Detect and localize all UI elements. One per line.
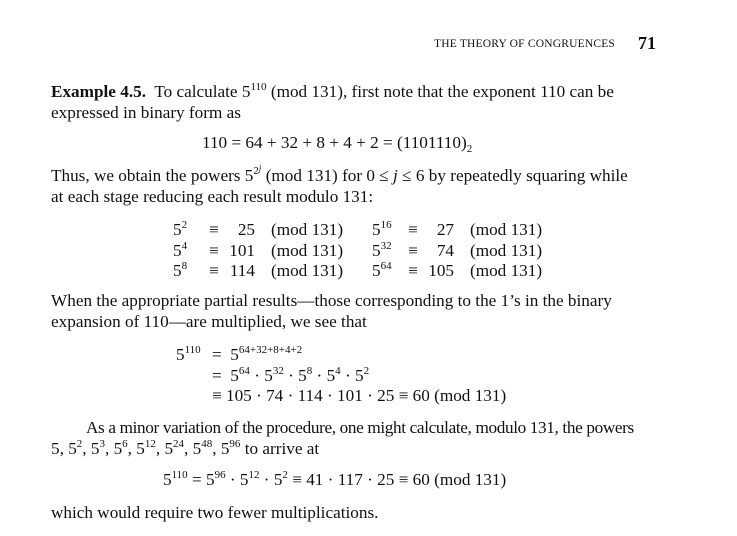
- comma: ,: [82, 439, 91, 458]
- power-term: [68, 439, 82, 458]
- power-term: [240, 470, 260, 489]
- closing-line: which would require two fewer multiplications.: [51, 503, 379, 522]
- power-base: 5: [372, 220, 381, 239]
- power-base: 5: [273, 470, 283, 489]
- congruence-sign: ≡: [408, 261, 418, 280]
- power-term: [173, 241, 209, 262]
- example-intro-line2: expressed in binary form as: [51, 103, 241, 122]
- powers-row: [173, 241, 343, 262]
- comma: ,: [184, 439, 193, 458]
- power-term: [51, 439, 60, 458]
- power-term: [355, 366, 369, 385]
- power-value: 25: [237, 220, 255, 239]
- power-term: [264, 366, 284, 385]
- power-exponent: 2: [181, 219, 188, 231]
- power-term: [193, 439, 213, 458]
- powers-right-column: [372, 220, 542, 282]
- thus-line1: Thus, we obtain the powers $5^{2^j}$ (mod 131) for 0 ≤ j ≤ 6 by repeatedly squaring while: [51, 163, 628, 185]
- power-exponent: 96: [229, 438, 241, 450]
- power-term: [136, 439, 156, 458]
- binary-expansion: $110 = 64 + 32 + 8 + 4 + 2 = (1101110)_2$: [202, 133, 473, 155]
- power-base: 5: [136, 439, 145, 458]
- power-exponent: 3: [99, 438, 105, 450]
- modulus-label: (mod 131): [271, 220, 344, 239]
- equals-sign: =: [212, 366, 222, 385]
- dot-operator: ·: [283, 366, 299, 385]
- when-line2: expansion of 110—are multiplied, we see that: [51, 312, 367, 331]
- power-exponent: 4: [181, 239, 188, 252]
- power-base: 5: [68, 439, 77, 458]
- power-base: 5: [205, 470, 215, 489]
- power-base: 5: [90, 439, 100, 458]
- thus-line2: at each stage reducing each result modulo 131:: [51, 187, 374, 206]
- power-value: 27: [436, 220, 454, 239]
- modulus-label: (mod 131): [470, 220, 543, 239]
- congruence-sign: ≡: [408, 220, 418, 239]
- dot-operator: ·: [225, 470, 240, 489]
- example-intro-line1: Example 4.5. To calculate $5^{110}$ (mod 131), first note that the exponent 110 can be: [51, 81, 614, 101]
- power-term: [327, 366, 341, 385]
- power-base: 5: [113, 439, 123, 458]
- congruence-sign: ≡: [408, 240, 418, 260]
- power-term: [173, 220, 209, 241]
- congruence-sign: ≡: [209, 220, 219, 239]
- powers-row: [372, 241, 542, 262]
- final-equation: [163, 470, 506, 490]
- powers-row: [372, 261, 542, 282]
- power-term: [221, 439, 241, 458]
- power-base: 5: [372, 240, 381, 260]
- power-base: 5: [192, 439, 202, 458]
- power-base: 5: [230, 366, 239, 385]
- dot-operator: ·: [340, 366, 355, 385]
- power-term: [230, 366, 250, 385]
- power-exponent: 8: [181, 260, 188, 272]
- dot-operator: ·: [312, 366, 327, 385]
- comma: ,: [59, 439, 69, 458]
- comma: ,: [212, 439, 221, 458]
- equals-sign: =: [187, 470, 206, 489]
- power-exponent: 24: [173, 438, 185, 450]
- power-base: 5: [326, 366, 336, 385]
- final-lhs: [163, 470, 188, 489]
- modulus-label: (mod 131): [271, 240, 344, 260]
- power-value: 114: [229, 261, 255, 280]
- running-title: THE THEORY OF CONGRUENCES: [434, 38, 616, 50]
- derivation-row3: ≡ 105 · 74 · 114 · 101 · 25 ≡ 60 (mod 131): [212, 386, 507, 405]
- power-exponent: 12: [144, 438, 156, 450]
- power-exponent: 16: [380, 219, 392, 231]
- power-term: [173, 261, 209, 282]
- powers-row: [372, 220, 542, 241]
- power-exponent: 32: [272, 365, 284, 377]
- power-value: 101: [229, 240, 255, 260]
- power-term: [206, 470, 226, 489]
- power-term: [164, 439, 184, 458]
- power-exponent: 32: [380, 239, 392, 252]
- powers-left-column: [173, 220, 343, 282]
- derivation-row1: = $5^{64+32+8+4+2}$: [212, 344, 303, 364]
- power-base: 5: [239, 470, 249, 489]
- power-term: [298, 366, 312, 385]
- derivation-lhs: $5^{110}$: [176, 344, 201, 364]
- power-base: 5: [298, 366, 307, 385]
- dot-operator: ·: [249, 366, 265, 385]
- final-tail: ≡ 41 · 117 · 25 ≡ 60 (mod 131): [287, 470, 507, 489]
- derivation-row2: [212, 366, 369, 386]
- power-term: [91, 439, 105, 458]
- power-term: [114, 439, 128, 458]
- power-term: [274, 470, 288, 489]
- variation-line2: [51, 439, 319, 459]
- powers-row: [173, 261, 343, 282]
- power-exponent: 110: [171, 469, 188, 481]
- power-value: 74: [436, 240, 454, 260]
- variation-tail: to arrive at: [240, 439, 320, 458]
- power-base: 5: [173, 240, 182, 260]
- power-exponent: 2: [76, 438, 83, 450]
- congruence-sign: ≡: [209, 240, 219, 260]
- power-base: 5: [220, 439, 230, 458]
- power-exponent: 8: [306, 365, 313, 377]
- power-base: 5: [354, 366, 364, 385]
- power-term: [372, 241, 408, 262]
- modulus-label: (mod 131): [271, 261, 344, 280]
- power-exponent: 4: [335, 365, 341, 377]
- power-exponent: 64: [380, 260, 392, 272]
- when-line1: When the appropriate partial results—those corresponding to the 1’s in the binary: [51, 291, 612, 310]
- dot-operator: ·: [259, 470, 274, 489]
- power-exponent: 96: [214, 469, 226, 481]
- power-exponent: 6: [122, 438, 128, 450]
- power-exponent: 2: [282, 469, 288, 481]
- powers-row: [173, 220, 343, 241]
- power-base: 5: [372, 261, 381, 280]
- modulus-label: (mod 131): [470, 240, 543, 260]
- power-exponent: 12: [248, 469, 260, 481]
- example-label: Example 4.5.: [51, 82, 147, 101]
- power-term: [372, 261, 408, 282]
- power-base: 5: [173, 220, 182, 239]
- power-base: 5: [164, 439, 174, 458]
- comma: ,: [104, 439, 114, 458]
- power-base: 5: [51, 439, 60, 458]
- modulus-label: (mod 131): [470, 261, 543, 280]
- comma: ,: [127, 439, 137, 458]
- page-number: 71: [638, 33, 656, 53]
- power-base: 5: [264, 366, 273, 385]
- congruence-sign: ≡: [209, 261, 219, 280]
- power-exponent: 64: [238, 365, 250, 377]
- power-exponent: 2: [363, 365, 370, 377]
- power-value: 105: [428, 261, 454, 280]
- variation-line1: As a minor variation of the procedure, one might calculate, modulo 131, the powers: [86, 418, 634, 437]
- power-exponent: 48: [201, 438, 213, 450]
- power-base: 5: [173, 261, 182, 280]
- power-term: [372, 220, 408, 241]
- power-base: 5: [163, 470, 172, 489]
- comma: ,: [155, 439, 165, 458]
